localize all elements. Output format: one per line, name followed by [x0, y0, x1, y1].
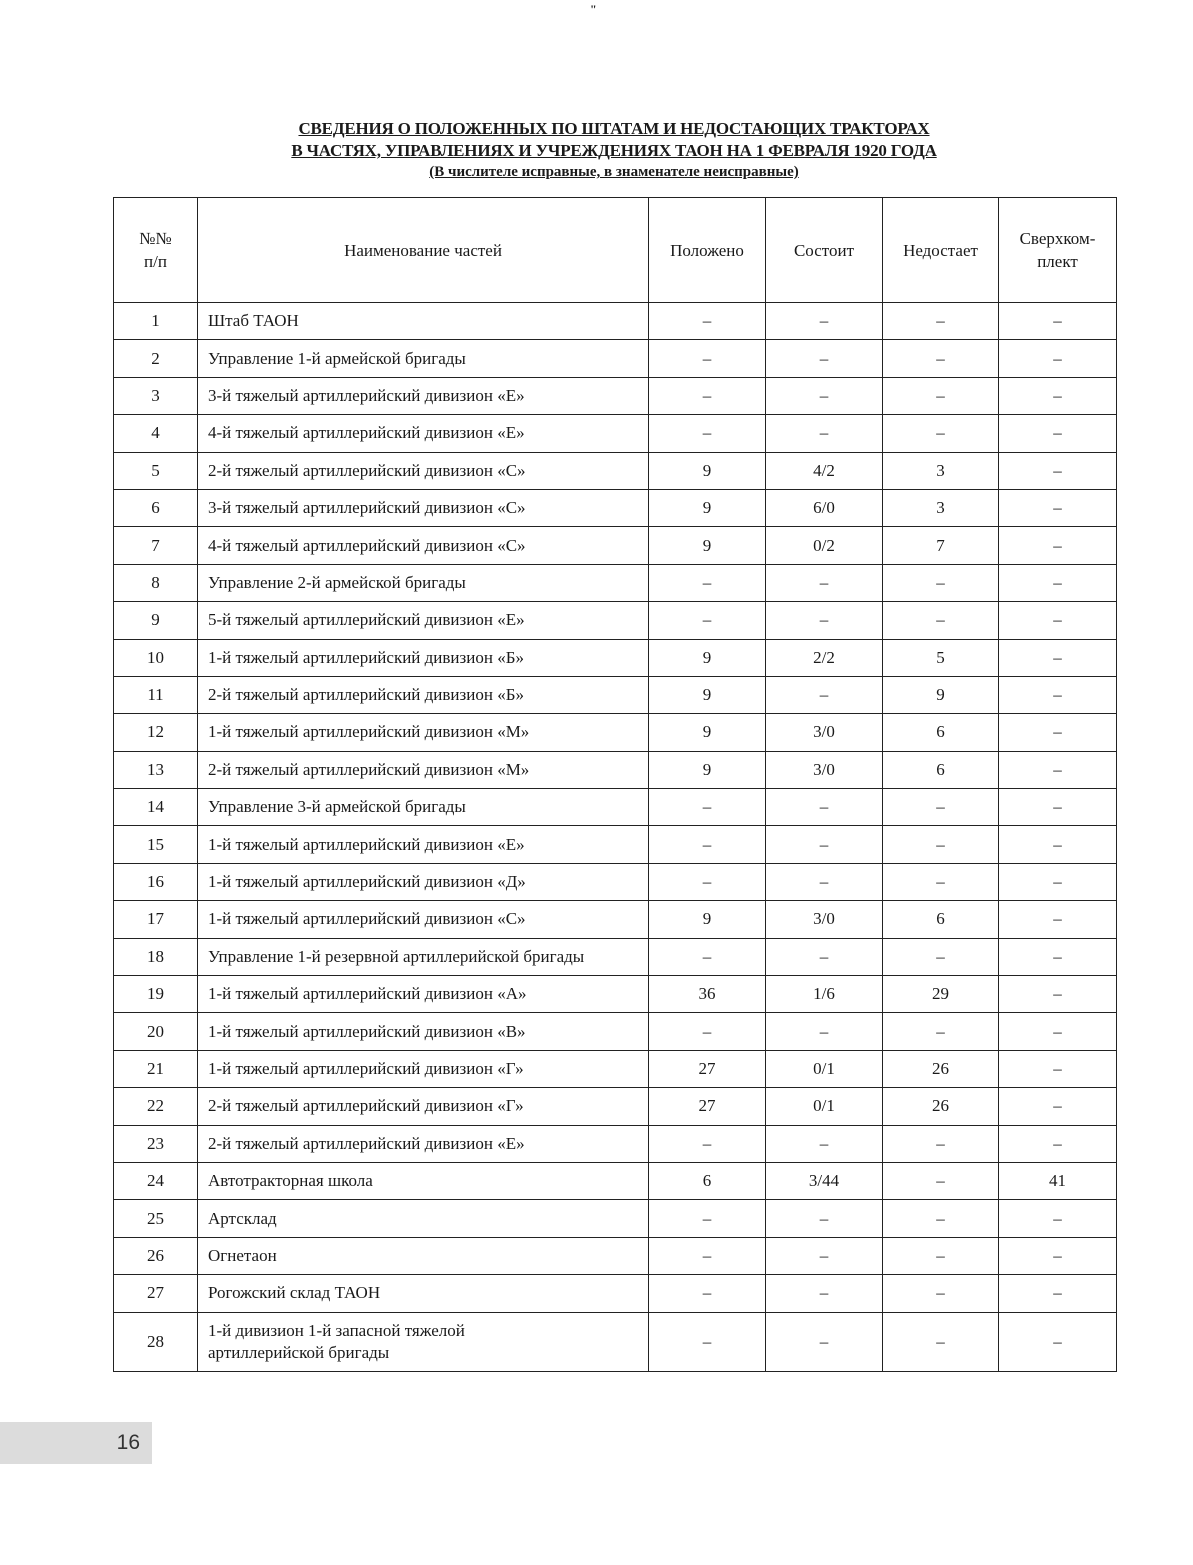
header-surplus-line2: плект: [1037, 252, 1078, 271]
cell-name: 1-й тяжелый артиллерийский дивизион «В»: [198, 1013, 649, 1050]
cell-surplus: –: [999, 1237, 1117, 1274]
cell-present: –: [766, 826, 883, 863]
cell-surplus: –: [999, 303, 1117, 340]
cell-surplus: –: [999, 901, 1117, 938]
cell-assigned: 9: [649, 751, 766, 788]
cell-name: 2-й тяжелый артиллерийский дивизион «Е»: [198, 1125, 649, 1162]
cell-present: 0/1: [766, 1088, 883, 1125]
cell-assigned: 9: [649, 676, 766, 713]
cell-shortage: –: [883, 863, 999, 900]
header-surplus-line1: Сверхком-: [1019, 229, 1096, 248]
cell-assigned: –: [649, 938, 766, 975]
cell-shortage: –: [883, 1162, 999, 1199]
cell-name: 1-й тяжелый артиллерийский дивизион «Б»: [198, 639, 649, 676]
cell-present: –: [766, 564, 883, 601]
cell-name: Управление 1-й армейской бригады: [198, 340, 649, 377]
cell-name: Управление 1-й резервной артиллерийской бригады: [198, 938, 649, 975]
cell-shortage: –: [883, 303, 999, 340]
cell-assigned: 27: [649, 1088, 766, 1125]
cell-shortage: –: [883, 1200, 999, 1237]
cell-surplus: –: [999, 751, 1117, 788]
cell-present: 3/0: [766, 714, 883, 751]
cell-assigned: –: [649, 602, 766, 639]
cell-present: 0/1: [766, 1050, 883, 1087]
cell-surplus: –: [999, 938, 1117, 975]
cell-name: Штаб ТАОН: [198, 303, 649, 340]
cell-surplus: –: [999, 826, 1117, 863]
cell-surplus: –: [999, 676, 1117, 713]
header-surplus: [999, 198, 1117, 303]
top-mark: ": [590, 2, 597, 16]
cell-shortage: 26: [883, 1050, 999, 1087]
cell-assigned: –: [649, 1312, 766, 1371]
cell-name: 5-й тяжелый артиллерийский дивизион «Е»: [198, 602, 649, 639]
cell-shortage: –: [883, 1013, 999, 1050]
cell-present: 2/2: [766, 639, 883, 676]
cell-number: 13: [114, 751, 198, 788]
cell-present: 0/2: [766, 527, 883, 564]
header-number-line1: №№: [139, 229, 172, 248]
cell-name: 3-й тяжелый артиллерийский дивизион «С»: [198, 489, 649, 526]
cell-present: 3/44: [766, 1162, 883, 1199]
cell-assigned: 6: [649, 1162, 766, 1199]
cell-present: 3/0: [766, 901, 883, 938]
cell-surplus: –: [999, 1088, 1117, 1125]
cell-present: –: [766, 863, 883, 900]
cell-present: –: [766, 1275, 883, 1312]
cell-surplus: 41: [999, 1162, 1117, 1199]
cell-assigned: –: [649, 415, 766, 452]
cell-number: 2: [114, 340, 198, 377]
cell-number: 12: [114, 714, 198, 751]
cell-assigned: 9: [649, 527, 766, 564]
cell-name: Управление 2-й армейской бригады: [198, 564, 649, 601]
cell-assigned: –: [649, 1200, 766, 1237]
cell-present: 4/2: [766, 452, 883, 489]
cell-shortage: 29: [883, 976, 999, 1013]
cell-shortage: –: [883, 1275, 999, 1312]
cell-number: 20: [114, 1013, 198, 1050]
cell-surplus: –: [999, 1125, 1117, 1162]
cell-name: Артсклад: [198, 1200, 649, 1237]
cell-number: 27: [114, 1275, 198, 1312]
cell-shortage: 6: [883, 901, 999, 938]
cell-surplus: –: [999, 527, 1117, 564]
header-shortage: Недостает: [883, 198, 999, 303]
cell-shortage: –: [883, 1237, 999, 1274]
cell-number: 9: [114, 602, 198, 639]
cell-number: 10: [114, 639, 198, 676]
table-row: [114, 1237, 1117, 1274]
cell-name-line-2: артиллерийской бригады: [208, 1342, 390, 1362]
cell-present: –: [766, 1125, 883, 1162]
cell-surplus: –: [999, 602, 1117, 639]
cell-surplus: –: [999, 1275, 1117, 1312]
cell-assigned: –: [649, 789, 766, 826]
cell-present: –: [766, 415, 883, 452]
table-row: [114, 602, 1117, 639]
table-row: [114, 1050, 1117, 1087]
cell-name: Автотракторная школа: [198, 1162, 649, 1199]
cell-surplus: –: [999, 564, 1117, 601]
page-number-tab: [0, 1422, 152, 1464]
cell-number: 15: [114, 826, 198, 863]
cell-surplus: –: [999, 1200, 1117, 1237]
cell-number: 28: [114, 1312, 198, 1371]
table-row: [114, 1312, 1117, 1371]
cell-surplus: –: [999, 714, 1117, 751]
cell-surplus: –: [999, 1050, 1117, 1087]
cell-name: 1-й тяжелый артиллерийский дивизион «Е»: [198, 826, 649, 863]
header-present: Состоит: [766, 198, 883, 303]
cell-present: –: [766, 602, 883, 639]
title-note: (В числителе исправные, в знаменателе неисправные): [429, 164, 799, 180]
cell-name: 2-й тяжелый артиллерийский дивизион «Б»: [198, 676, 649, 713]
table-row: [114, 1200, 1117, 1237]
cell-assigned: 9: [649, 901, 766, 938]
cell-surplus: –: [999, 1312, 1117, 1371]
cell-name: Огнетаон: [198, 1237, 649, 1274]
cell-name: 3-й тяжелый артиллерийский дивизион «Е»: [198, 377, 649, 414]
cell-shortage: 5: [883, 639, 999, 676]
cell-shortage: –: [883, 938, 999, 975]
cell-number: 19: [114, 976, 198, 1013]
cell-number: 11: [114, 676, 198, 713]
cell-name: 4-й тяжелый артиллерийский дивизион «Е»: [198, 415, 649, 452]
title-line-2: В ЧАСТЯХ, УПРАВЛЕНИЯХ И УЧРЕЖДЕНИЯХ ТАОН НА 1 ФЕВРАЛЯ 1920 ГОДА: [291, 141, 937, 160]
cell-number: 16: [114, 863, 198, 900]
cell-number: 22: [114, 1088, 198, 1125]
cell-number: 17: [114, 901, 198, 938]
cell-surplus: –: [999, 789, 1117, 826]
cell-present: –: [766, 303, 883, 340]
page-number: 16: [116, 1431, 140, 1454]
cell-shortage: –: [883, 1125, 999, 1162]
cell-shortage: 7: [883, 527, 999, 564]
table-row: [114, 415, 1117, 452]
cell-name: Управление 3-й армейской бригады: [198, 789, 649, 826]
cell-name-line-1: 1-й дивизион 1-й запасной тяжелой: [208, 1320, 465, 1340]
table-row: [114, 377, 1117, 414]
table-row: [114, 826, 1117, 863]
table-row: [114, 639, 1117, 676]
table-row: [114, 1275, 1117, 1312]
cell-number: 24: [114, 1162, 198, 1199]
cell-number: 23: [114, 1125, 198, 1162]
cell-present: –: [766, 1013, 883, 1050]
cell-surplus: –: [999, 639, 1117, 676]
cell-name: 2-й тяжелый артиллерийский дивизион «М»: [198, 751, 649, 788]
cell-number: 8: [114, 564, 198, 601]
table-row: [114, 527, 1117, 564]
table-row: [114, 340, 1117, 377]
cell-surplus: –: [999, 340, 1117, 377]
cell-number: 25: [114, 1200, 198, 1237]
cell-assigned: 27: [649, 1050, 766, 1087]
cell-assigned: –: [649, 340, 766, 377]
cell-surplus: –: [999, 452, 1117, 489]
table-row: [114, 452, 1117, 489]
cell-present: 1/6: [766, 976, 883, 1013]
table-row: [114, 1162, 1117, 1199]
cell-assigned: –: [649, 1237, 766, 1274]
cell-assigned: –: [649, 1013, 766, 1050]
header-number: [114, 198, 198, 303]
title-line-1: СВЕДЕНИЯ О ПОЛОЖЕННЫХ ПО ШТАТАМ И НЕДОСТАЮЩИХ ТРАКТОРАХ: [298, 119, 930, 138]
cell-surplus: –: [999, 1013, 1117, 1050]
cell-surplus: –: [999, 415, 1117, 452]
cell-shortage: 26: [883, 1088, 999, 1125]
table-row: [114, 789, 1117, 826]
cell-shortage: 3: [883, 452, 999, 489]
cell-number: 4: [114, 415, 198, 452]
table-row: [114, 1125, 1117, 1162]
header-assigned: Положено: [649, 198, 766, 303]
cell-name: 1-й тяжелый артиллерийский дивизион «Д»: [198, 863, 649, 900]
table-header-row: [114, 198, 1117, 303]
table-row: [114, 564, 1117, 601]
table-row: [114, 901, 1117, 938]
cell-assigned: –: [649, 303, 766, 340]
cell-shortage: –: [883, 340, 999, 377]
header-number-line2: п/п: [144, 252, 167, 271]
cell-number: 18: [114, 938, 198, 975]
cell-present: –: [766, 377, 883, 414]
cell-present: 6/0: [766, 489, 883, 526]
title-block: [113, 118, 1115, 182]
cell-shortage: 6: [883, 714, 999, 751]
cell-shortage: –: [883, 1312, 999, 1371]
table-row: [114, 938, 1117, 975]
cell-present: –: [766, 1312, 883, 1371]
cell-shortage: 9: [883, 676, 999, 713]
cell-name: 1-й тяжелый артиллерийский дивизион «Г»: [198, 1050, 649, 1087]
cell-assigned: –: [649, 377, 766, 414]
header-name: Наименование частей: [198, 198, 649, 303]
cell-shortage: –: [883, 789, 999, 826]
cell-number: 5: [114, 452, 198, 489]
cell-number: 3: [114, 377, 198, 414]
cell-assigned: –: [649, 1275, 766, 1312]
table-row: [114, 976, 1117, 1013]
cell-shortage: 6: [883, 751, 999, 788]
cell-assigned: 9: [649, 714, 766, 751]
cell-present: –: [766, 938, 883, 975]
cell-name: 1-й тяжелый артиллерийский дивизион «М»: [198, 714, 649, 751]
cell-present: –: [766, 340, 883, 377]
cell-assigned: –: [649, 1125, 766, 1162]
cell-name: Рогожский склад ТАОН: [198, 1275, 649, 1312]
table-row: [114, 303, 1117, 340]
cell-assigned: –: [649, 564, 766, 601]
cell-present: –: [766, 676, 883, 713]
cell-number: 26: [114, 1237, 198, 1274]
cell-number: 7: [114, 527, 198, 564]
cell-shortage: –: [883, 564, 999, 601]
cell-present: –: [766, 1237, 883, 1274]
cell-number: 6: [114, 489, 198, 526]
cell-assigned: –: [649, 863, 766, 900]
cell-surplus: –: [999, 976, 1117, 1013]
table-row: [114, 676, 1117, 713]
cell-assigned: 9: [649, 639, 766, 676]
table-row: [114, 1088, 1117, 1125]
tractors-table: [113, 197, 1117, 1372]
cell-name: 1-й тяжелый артиллерийский дивизион «С»: [198, 901, 649, 938]
table-row: [114, 751, 1117, 788]
cell-present: –: [766, 789, 883, 826]
cell-number: 14: [114, 789, 198, 826]
cell-shortage: 3: [883, 489, 999, 526]
table-row: [114, 1013, 1117, 1050]
table-row: [114, 863, 1117, 900]
cell-number: 1: [114, 303, 198, 340]
cell-surplus: –: [999, 863, 1117, 900]
cell-present: 3/0: [766, 751, 883, 788]
cell-shortage: –: [883, 415, 999, 452]
cell-assigned: 9: [649, 489, 766, 526]
cell-name: [198, 1312, 649, 1371]
cell-shortage: –: [883, 602, 999, 639]
cell-name: 4-й тяжелый артиллерийский дивизион «С»: [198, 527, 649, 564]
cell-name: 2-й тяжелый артиллерийский дивизион «Г»: [198, 1088, 649, 1125]
cell-shortage: –: [883, 377, 999, 414]
cell-surplus: –: [999, 377, 1117, 414]
cell-name: 1-й тяжелый артиллерийский дивизион «А»: [198, 976, 649, 1013]
cell-surplus: –: [999, 489, 1117, 526]
table-row: [114, 714, 1117, 751]
cell-present: –: [766, 1200, 883, 1237]
table-row: [114, 489, 1117, 526]
cell-shortage: –: [883, 826, 999, 863]
cell-assigned: 9: [649, 452, 766, 489]
cell-number: 21: [114, 1050, 198, 1087]
cell-name: 2-й тяжелый артиллерийский дивизион «С»: [198, 452, 649, 489]
cell-assigned: 36: [649, 976, 766, 1013]
cell-assigned: –: [649, 826, 766, 863]
